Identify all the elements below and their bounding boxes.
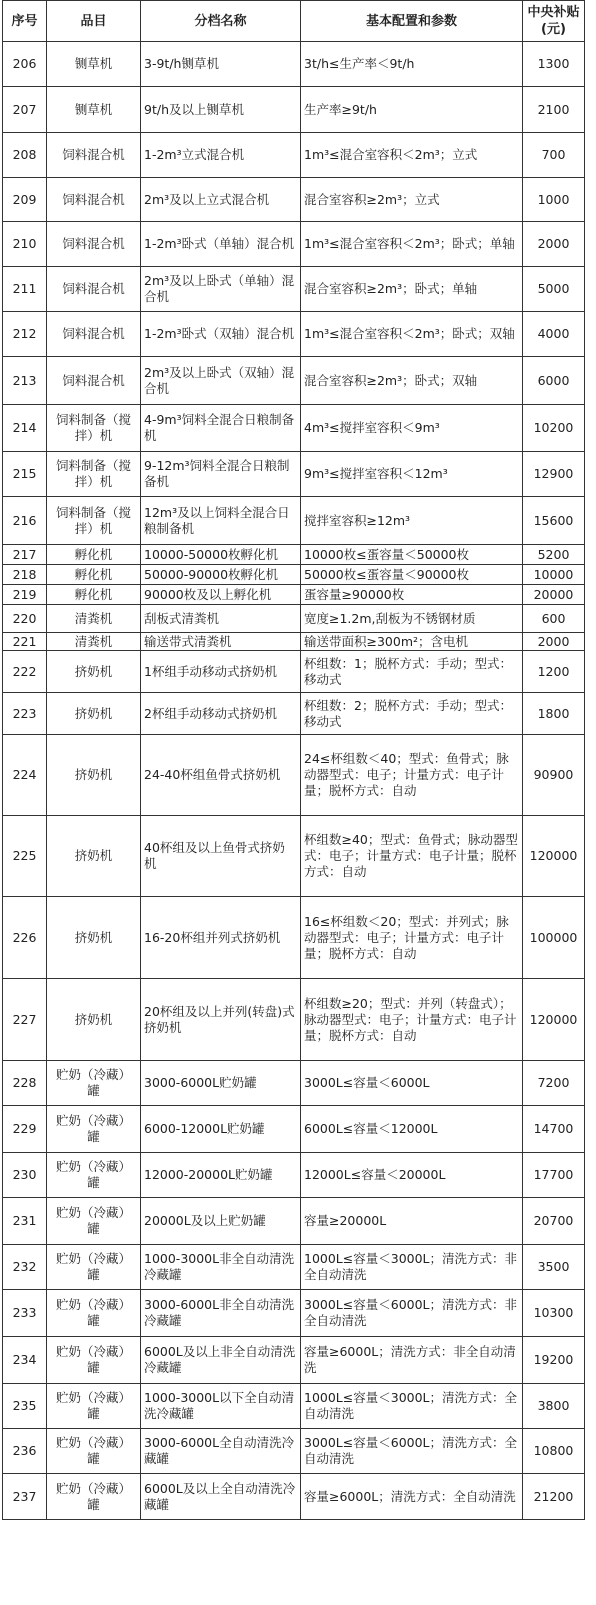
table-row — [3, 1245, 585, 1290]
cell-item: 挤奶机 — [47, 816, 141, 897]
cell-subsidy: 2100 — [523, 87, 585, 133]
table-row — [3, 497, 585, 545]
cell-no: 218 — [3, 565, 47, 585]
cell-spec: 杯组数：1；脱杯方式：手动；型式：移动式 — [301, 651, 523, 693]
cell-name: 6000L及以上非全自动清洗冷藏罐 — [141, 1337, 301, 1384]
cell-subsidy: 120000 — [523, 816, 585, 897]
cell-name: 3000-6000L非全自动清洗冷藏罐 — [141, 1290, 301, 1337]
cell-item: 孵化机 — [47, 565, 141, 585]
cell-no: 236 — [3, 1429, 47, 1474]
cell-no: 217 — [3, 545, 47, 565]
table-row — [3, 1384, 585, 1429]
cell-name: 40杯组及以上鱼骨式挤奶机 — [141, 816, 301, 897]
cell-subsidy: 3500 — [523, 1245, 585, 1290]
cell-no: 224 — [3, 735, 47, 816]
cell-subsidy: 120000 — [523, 979, 585, 1061]
cell-no: 223 — [3, 693, 47, 735]
cell-name: 9t/h及以上铡草机 — [141, 87, 301, 133]
table-row — [3, 1290, 585, 1337]
cell-name: 2m³及以上卧式（单轴）混合机 — [141, 267, 301, 312]
cell-no: 227 — [3, 979, 47, 1061]
cell-spec: 混合室容积≥2m³；立式 — [301, 178, 523, 222]
cell-name: 1-2m³卧式（单轴）混合机 — [141, 222, 301, 267]
cell-name: 输送带式清粪机 — [141, 633, 301, 651]
table-row — [3, 735, 585, 816]
header-no: 序号 — [3, 1, 47, 42]
cell-item: 饲料混合机 — [47, 178, 141, 222]
cell-name: 1杯组手动移动式挤奶机 — [141, 651, 301, 693]
cell-subsidy: 7200 — [523, 1061, 585, 1106]
cell-item: 贮奶（冷藏）罐 — [47, 1474, 141, 1520]
cell-no: 210 — [3, 222, 47, 267]
cell-no: 215 — [3, 452, 47, 497]
cell-spec: 3t/h≤生产率＜9t/h — [301, 42, 523, 87]
cell-spec: 1m³≤混合室容积＜2m³；立式 — [301, 133, 523, 178]
cell-item: 饲料混合机 — [47, 267, 141, 312]
cell-subsidy: 2000 — [523, 222, 585, 267]
table-row — [3, 267, 585, 312]
cell-subsidy: 17700 — [523, 1153, 585, 1198]
cell-spec: 容量≥6000L；清洗方式：全自动清洗 — [301, 1474, 523, 1520]
table-row — [3, 979, 585, 1061]
header-name: 分档名称 — [141, 1, 301, 42]
table-row — [3, 816, 585, 897]
cell-subsidy: 2000 — [523, 633, 585, 651]
cell-spec: 3000L≤容量＜6000L；清洗方式：非全自动清洗 — [301, 1290, 523, 1337]
cell-name: 20000L及以上贮奶罐 — [141, 1198, 301, 1245]
table-row — [3, 1061, 585, 1106]
cell-item: 铡草机 — [47, 87, 141, 133]
cell-subsidy: 600 — [523, 605, 585, 633]
cell-subsidy: 10300 — [523, 1290, 585, 1337]
cell-no: 206 — [3, 42, 47, 87]
table-row — [3, 633, 585, 651]
cell-no: 230 — [3, 1153, 47, 1198]
cell-no: 225 — [3, 816, 47, 897]
table-row — [3, 1153, 585, 1198]
cell-name: 12000-20000L贮奶罐 — [141, 1153, 301, 1198]
cell-spec: 杯组数≥40；型式：鱼骨式；脉动器型式：电子；计量方式：电子计量；脱杯方式：自动 — [301, 816, 523, 897]
table-row — [3, 545, 585, 565]
cell-item: 贮奶（冷藏）罐 — [47, 1106, 141, 1153]
cell-name: 1000-3000L以下全自动清洗冷藏罐 — [141, 1384, 301, 1429]
cell-subsidy: 1800 — [523, 693, 585, 735]
cell-item: 贮奶（冷藏）罐 — [47, 1337, 141, 1384]
cell-name: 3000-6000L贮奶罐 — [141, 1061, 301, 1106]
cell-no: 222 — [3, 651, 47, 693]
cell-subsidy: 12900 — [523, 452, 585, 497]
cell-no: 213 — [3, 357, 47, 405]
cell-spec: 1m³≤混合室容积＜2m³；卧式；单轴 — [301, 222, 523, 267]
cell-no: 232 — [3, 1245, 47, 1290]
table-row — [3, 693, 585, 735]
cell-subsidy: 90900 — [523, 735, 585, 816]
cell-item: 饲料制备（搅拌）机 — [47, 497, 141, 545]
cell-item: 挤奶机 — [47, 897, 141, 979]
cell-item: 贮奶（冷藏）罐 — [47, 1245, 141, 1290]
cell-subsidy: 19200 — [523, 1337, 585, 1384]
cell-item: 贮奶（冷藏）罐 — [47, 1290, 141, 1337]
cell-no: 216 — [3, 497, 47, 545]
cell-subsidy: 10200 — [523, 405, 585, 452]
cell-item: 孵化机 — [47, 585, 141, 605]
cell-name: 3-9t/h铡草机 — [141, 42, 301, 87]
cell-spec: 10000枚≤蛋容量＜50000枚 — [301, 545, 523, 565]
cell-name: 90000枚及以上孵化机 — [141, 585, 301, 605]
cell-name: 9-12m³饲料全混合日粮制备机 — [141, 452, 301, 497]
cell-name: 20杯组及以上并列(转盘)式挤奶机 — [141, 979, 301, 1061]
cell-item: 挤奶机 — [47, 693, 141, 735]
cell-no: 219 — [3, 585, 47, 605]
cell-spec: 6000L≤容量＜12000L — [301, 1106, 523, 1153]
cell-subsidy: 700 — [523, 133, 585, 178]
table-row — [3, 1106, 585, 1153]
cell-subsidy: 20700 — [523, 1198, 585, 1245]
table-row — [3, 405, 585, 452]
cell-item: 饲料混合机 — [47, 222, 141, 267]
cell-item: 挤奶机 — [47, 651, 141, 693]
header-row — [3, 1, 585, 42]
cell-spec: 4m³≤搅拌室容积＜9m³ — [301, 405, 523, 452]
cell-name: 2杯组手动移动式挤奶机 — [141, 693, 301, 735]
cell-spec: 杯组数≥20；型式：并列（转盘式）；脉动器型式：电子；计量方式：电子计量；脱杯方式：自动 — [301, 979, 523, 1061]
cell-no: 226 — [3, 897, 47, 979]
cell-name: 12m³及以上饲料全混合日粮制备机 — [141, 497, 301, 545]
cell-no: 208 — [3, 133, 47, 178]
table-row — [3, 312, 585, 357]
table-row — [3, 651, 585, 693]
cell-name: 24-40杯组鱼骨式挤奶机 — [141, 735, 301, 816]
table-row — [3, 585, 585, 605]
cell-subsidy: 20000 — [523, 585, 585, 605]
table-row — [3, 565, 585, 585]
header-subsidy: 中央补贴(元) — [523, 1, 585, 42]
cell-no: 214 — [3, 405, 47, 452]
cell-name: 1-2m³立式混合机 — [141, 133, 301, 178]
cell-spec: 混合室容积≥2m³；卧式；双轴 — [301, 357, 523, 405]
table-row — [3, 133, 585, 178]
subsidy-table — [2, 0, 585, 1520]
table-row — [3, 897, 585, 979]
cell-name: 6000-12000L贮奶罐 — [141, 1106, 301, 1153]
cell-item: 贮奶（冷藏）罐 — [47, 1153, 141, 1198]
cell-spec: 1000L≤容量＜3000L；清洗方式：非全自动清洗 — [301, 1245, 523, 1290]
cell-name: 10000-50000枚孵化机 — [141, 545, 301, 565]
cell-item: 铡草机 — [47, 42, 141, 87]
cell-spec: 24≤杯组数＜40；型式：鱼骨式；脉动器型式：电子；计量方式：电子计量；脱杯方式：自动 — [301, 735, 523, 816]
table-row — [3, 1429, 585, 1474]
cell-name: 2m³及以上卧式（双轴）混合机 — [141, 357, 301, 405]
cell-no: 233 — [3, 1290, 47, 1337]
cell-spec: 12000L≤容量＜20000L — [301, 1153, 523, 1198]
cell-subsidy: 15600 — [523, 497, 585, 545]
cell-no: 229 — [3, 1106, 47, 1153]
cell-name: 1000-3000L非全自动清洗冷藏罐 — [141, 1245, 301, 1290]
cell-item: 饲料混合机 — [47, 357, 141, 405]
cell-subsidy: 10800 — [523, 1429, 585, 1474]
cell-subsidy: 100000 — [523, 897, 585, 979]
cell-spec: 杯组数：2；脱杯方式：手动；型式：移动式 — [301, 693, 523, 735]
cell-subsidy: 10000 — [523, 565, 585, 585]
cell-item: 饲料制备（搅拌）机 — [47, 452, 141, 497]
cell-subsidy: 6000 — [523, 357, 585, 405]
cell-subsidy: 21200 — [523, 1474, 585, 1520]
cell-no: 231 — [3, 1198, 47, 1245]
cell-spec: 50000枚≤蛋容量＜90000枚 — [301, 565, 523, 585]
table-row — [3, 42, 585, 87]
cell-name: 50000-90000枚孵化机 — [141, 565, 301, 585]
cell-spec: 输送带面积≥300m²；含电机 — [301, 633, 523, 651]
cell-subsidy: 5200 — [523, 545, 585, 565]
cell-spec: 生产率≥9t/h — [301, 87, 523, 133]
cell-item: 贮奶（冷藏）罐 — [47, 1384, 141, 1429]
cell-spec: 容量≥6000L；清洗方式：非全自动清洗 — [301, 1337, 523, 1384]
table-row — [3, 178, 585, 222]
cell-no: 221 — [3, 633, 47, 651]
cell-name: 6000L及以上全自动清洗冷藏罐 — [141, 1474, 301, 1520]
table-row — [3, 452, 585, 497]
cell-no: 220 — [3, 605, 47, 633]
cell-no: 209 — [3, 178, 47, 222]
cell-item: 贮奶（冷藏）罐 — [47, 1429, 141, 1474]
cell-spec: 16≤杯组数＜20；型式：并列式；脉动器型式：电子；计量方式：电子计量；脱杯方式：自动 — [301, 897, 523, 979]
cell-item: 挤奶机 — [47, 735, 141, 816]
cell-subsidy: 4000 — [523, 312, 585, 357]
cell-name: 2m³及以上立式混合机 — [141, 178, 301, 222]
cell-item: 挤奶机 — [47, 979, 141, 1061]
cell-item: 饲料混合机 — [47, 133, 141, 178]
cell-subsidy: 14700 — [523, 1106, 585, 1153]
cell-spec: 搅拌室容积≥12m³ — [301, 497, 523, 545]
cell-spec: 1m³≤混合室容积＜2m³；卧式；双轴 — [301, 312, 523, 357]
cell-spec: 蛋容量≥90000枚 — [301, 585, 523, 605]
cell-item: 饲料混合机 — [47, 312, 141, 357]
cell-item: 清粪机 — [47, 605, 141, 633]
cell-name: 4-9m³饲料全混合日粮制备机 — [141, 405, 301, 452]
cell-spec: 混合室容积≥2m³；卧式；单轴 — [301, 267, 523, 312]
cell-name: 3000-6000L全自动清洗冷藏罐 — [141, 1429, 301, 1474]
header-item: 品目 — [47, 1, 141, 42]
cell-subsidy: 3800 — [523, 1384, 585, 1429]
cell-spec: 9m³≤搅拌室容积＜12m³ — [301, 452, 523, 497]
cell-item: 清粪机 — [47, 633, 141, 651]
cell-no: 228 — [3, 1061, 47, 1106]
cell-spec: 3000L≤容量＜6000L — [301, 1061, 523, 1106]
cell-name: 1-2m³卧式（双轴）混合机 — [141, 312, 301, 357]
cell-spec: 1000L≤容量＜3000L；清洗方式：全自动清洗 — [301, 1384, 523, 1429]
table-row — [3, 357, 585, 405]
table-row — [3, 605, 585, 633]
cell-spec: 3000L≤容量＜6000L；清洗方式：全自动清洗 — [301, 1429, 523, 1474]
cell-no: 235 — [3, 1384, 47, 1429]
table-row — [3, 1474, 585, 1520]
cell-subsidy: 1200 — [523, 651, 585, 693]
cell-spec: 宽度≥1.2m,刮板为不锈钢材质 — [301, 605, 523, 633]
cell-no: 211 — [3, 267, 47, 312]
table-row — [3, 1198, 585, 1245]
cell-subsidy: 1300 — [523, 42, 585, 87]
cell-no: 234 — [3, 1337, 47, 1384]
cell-spec: 容量≥20000L — [301, 1198, 523, 1245]
table-row — [3, 1337, 585, 1384]
cell-item: 饲料制备（搅拌）机 — [47, 405, 141, 452]
table-row — [3, 222, 585, 267]
cell-item: 贮奶（冷藏）罐 — [47, 1198, 141, 1245]
header-spec: 基本配置和参数 — [301, 1, 523, 42]
cell-item: 贮奶（冷藏）罐 — [47, 1061, 141, 1106]
cell-no: 207 — [3, 87, 47, 133]
cell-subsidy: 5000 — [523, 267, 585, 312]
cell-no: 212 — [3, 312, 47, 357]
cell-no: 237 — [3, 1474, 47, 1520]
table-row — [3, 87, 585, 133]
cell-subsidy: 1000 — [523, 178, 585, 222]
cell-item: 孵化机 — [47, 545, 141, 565]
cell-name: 16-20杯组并列式挤奶机 — [141, 897, 301, 979]
cell-name: 刮板式清粪机 — [141, 605, 301, 633]
